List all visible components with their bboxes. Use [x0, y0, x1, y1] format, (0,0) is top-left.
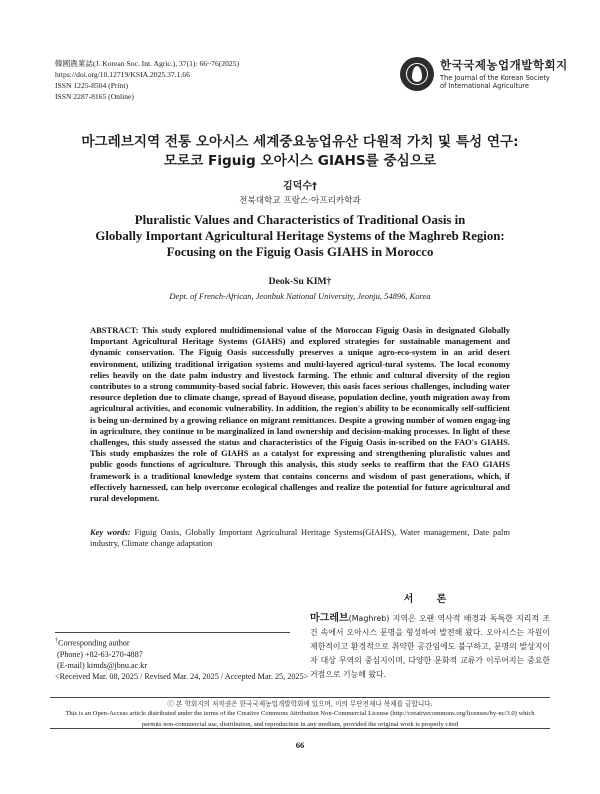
corresponding-phone: (Phone) +82-63-270-4887 [57, 649, 143, 659]
journal-metadata [55, 58, 239, 102]
intro-lead-word: 마그레브 [310, 613, 349, 624]
society-logo [400, 57, 590, 97]
correspondence-footnote [55, 636, 308, 683]
society-english-name: The Journal of the Korean Society of International Agriculture [440, 74, 550, 90]
journal-citation: 韓國農業誌(J. Korean Soc. Int. Agric.), 37(1): 66~76(2025) [55, 59, 240, 68]
korean-affiliation: 전북대학교 프랑스·아프리카학과 [239, 196, 361, 206]
page-number: 66 [295, 740, 305, 750]
english-title: Pluralistic Values and Characteristics of Traditional Oasis in Globally Important Agricultural Heritage Systems of the Maghreb Region: Focusing on the Figuig Oasis GIAHS in Morocco [95, 213, 505, 259]
abstract [90, 325, 510, 504]
intro-text: (Maghreb) 지역은 오랜 역사적 배경과 독특한 지리적 조건 속에서 오아시스 문명을 형성하여 발전해 왔다. 오아시스는 자원이 제한적이고 환경적으로 취약한 공간임에도 불구하고, 문명의 발상지이자 대상 무역의 중심지이며, 다양한 문화적 교류가 이루어지는 중요한 거점으로 기능해 왔다. [310, 614, 550, 679]
english-author: Deok-Su KIM† [268, 276, 332, 287]
abstract-text: This study explored multidimensional value of the Moroccan Figuig Oasis in designated Globally Important Agricultural Heritage Systems (GIAHS) and explored strategies for sustainable management and dynamic conservation. The Figuig Oasis successfully preserves a unique agro-eco-system in an arid desert environment, utilizing traditional irrigation systems and multi-layered agricul-tural systems. The local economy relies heavily on the date palm industry and livestock farming. The ethnic and cultural diversity of the region contributes to a strong community-based social fabric. However, this oasis faces serious challenges, including water resource depletion due to climate change, spread of Bayoud disease, population decline, youth migration away from agricultural activities, and economic vulnerability. In addition, the region's ability to be economically self-sufficient is being un-dermined by a growing reliance on migrant remittances. Despite a growing number of women engag-ing in agriculture, they continue to be marginalized in land ownership and decision-making processes. In light of these challenges, this study assessed the status and characteristics of the Figuig Oasis in-scribed on the FAO's GIAHS. This study emphasizes the role of GIAHS as a catalyst for expressing and strengthening pluralistic values and public goods functions of agriculture. Through this analysis, this study seeks to reaffirm that the FAO GIAHS framework is a traditional knowledge system that contains concerns and wisdom of past generations, which, if effectively harnessed, can help overcome ecological challenges and realize the potential for future agricultural and rural development. [90, 325, 510, 504]
corresponding-author-label: Corresponding author [58, 638, 130, 648]
keywords [90, 527, 510, 549]
footnote-rule [55, 632, 290, 633]
english-affiliation: Dept. of French-African, Jeonbuk National University, Jeonju, 54896, Korea [169, 291, 431, 301]
keywords-text: Figuig Oasis, Globally Important Agricultural Heritage Systems(GIAHS), Water management, Date palm industry, Climate change adaptation [90, 527, 510, 549]
korean-author: 김덕수† [283, 181, 317, 192]
license-notice [50, 697, 550, 729]
doi-link[interactable]: https://doi.org/10.12719/KSIA.2025.37.1.66 [55, 70, 190, 79]
copyright-notice: ⓒ 본 학회지의 저작권은 한국국제농업개발학회에 있으며, 이의 무단전재나 복제를 금합니다. [167, 700, 433, 708]
corresponding-email[interactable]: (E-mail) kimds@jbnu.ac.kr [57, 661, 148, 671]
korean-title: 마그레브지역 전통 오아시스 세계중요농업유산 다원적 가치 및 특성 연구: 모로코 Figuig 오아시스 GIAHS를 중심으로 [81, 134, 519, 169]
issn-online: ISSN 2287-8165 (Online) [55, 92, 134, 101]
open-access-statement-cont: permits non-commercial use, distribution, and reproduction in any medium, provided the original work is properly cited [141, 720, 459, 728]
open-access-statement: This is an Open-Access article distributed under the terms of the Creative Commons Attribution Non-Commercial License (http://creativecommons.org/licenses/by-nc/3.0) which [65, 710, 535, 718]
received-dates: <Received Mar. 08, 2025 / Revised Mar. 24, 2025 / Accepted Mar. 25, 2025> [55, 672, 309, 682]
abstract-label: ABSTRACT: [90, 325, 139, 335]
issn-print: ISSN 1225-8504 (Print) [55, 81, 128, 90]
section-heading: 서 론 [403, 594, 457, 605]
society-korean-name: 한국국제농업개발학회지 [440, 58, 568, 72]
keywords-label: Key words: [90, 527, 131, 537]
introduction-paragraph [310, 612, 550, 682]
dagger-symbol: † [55, 638, 58, 644]
society-emblem-icon [400, 57, 434, 91]
